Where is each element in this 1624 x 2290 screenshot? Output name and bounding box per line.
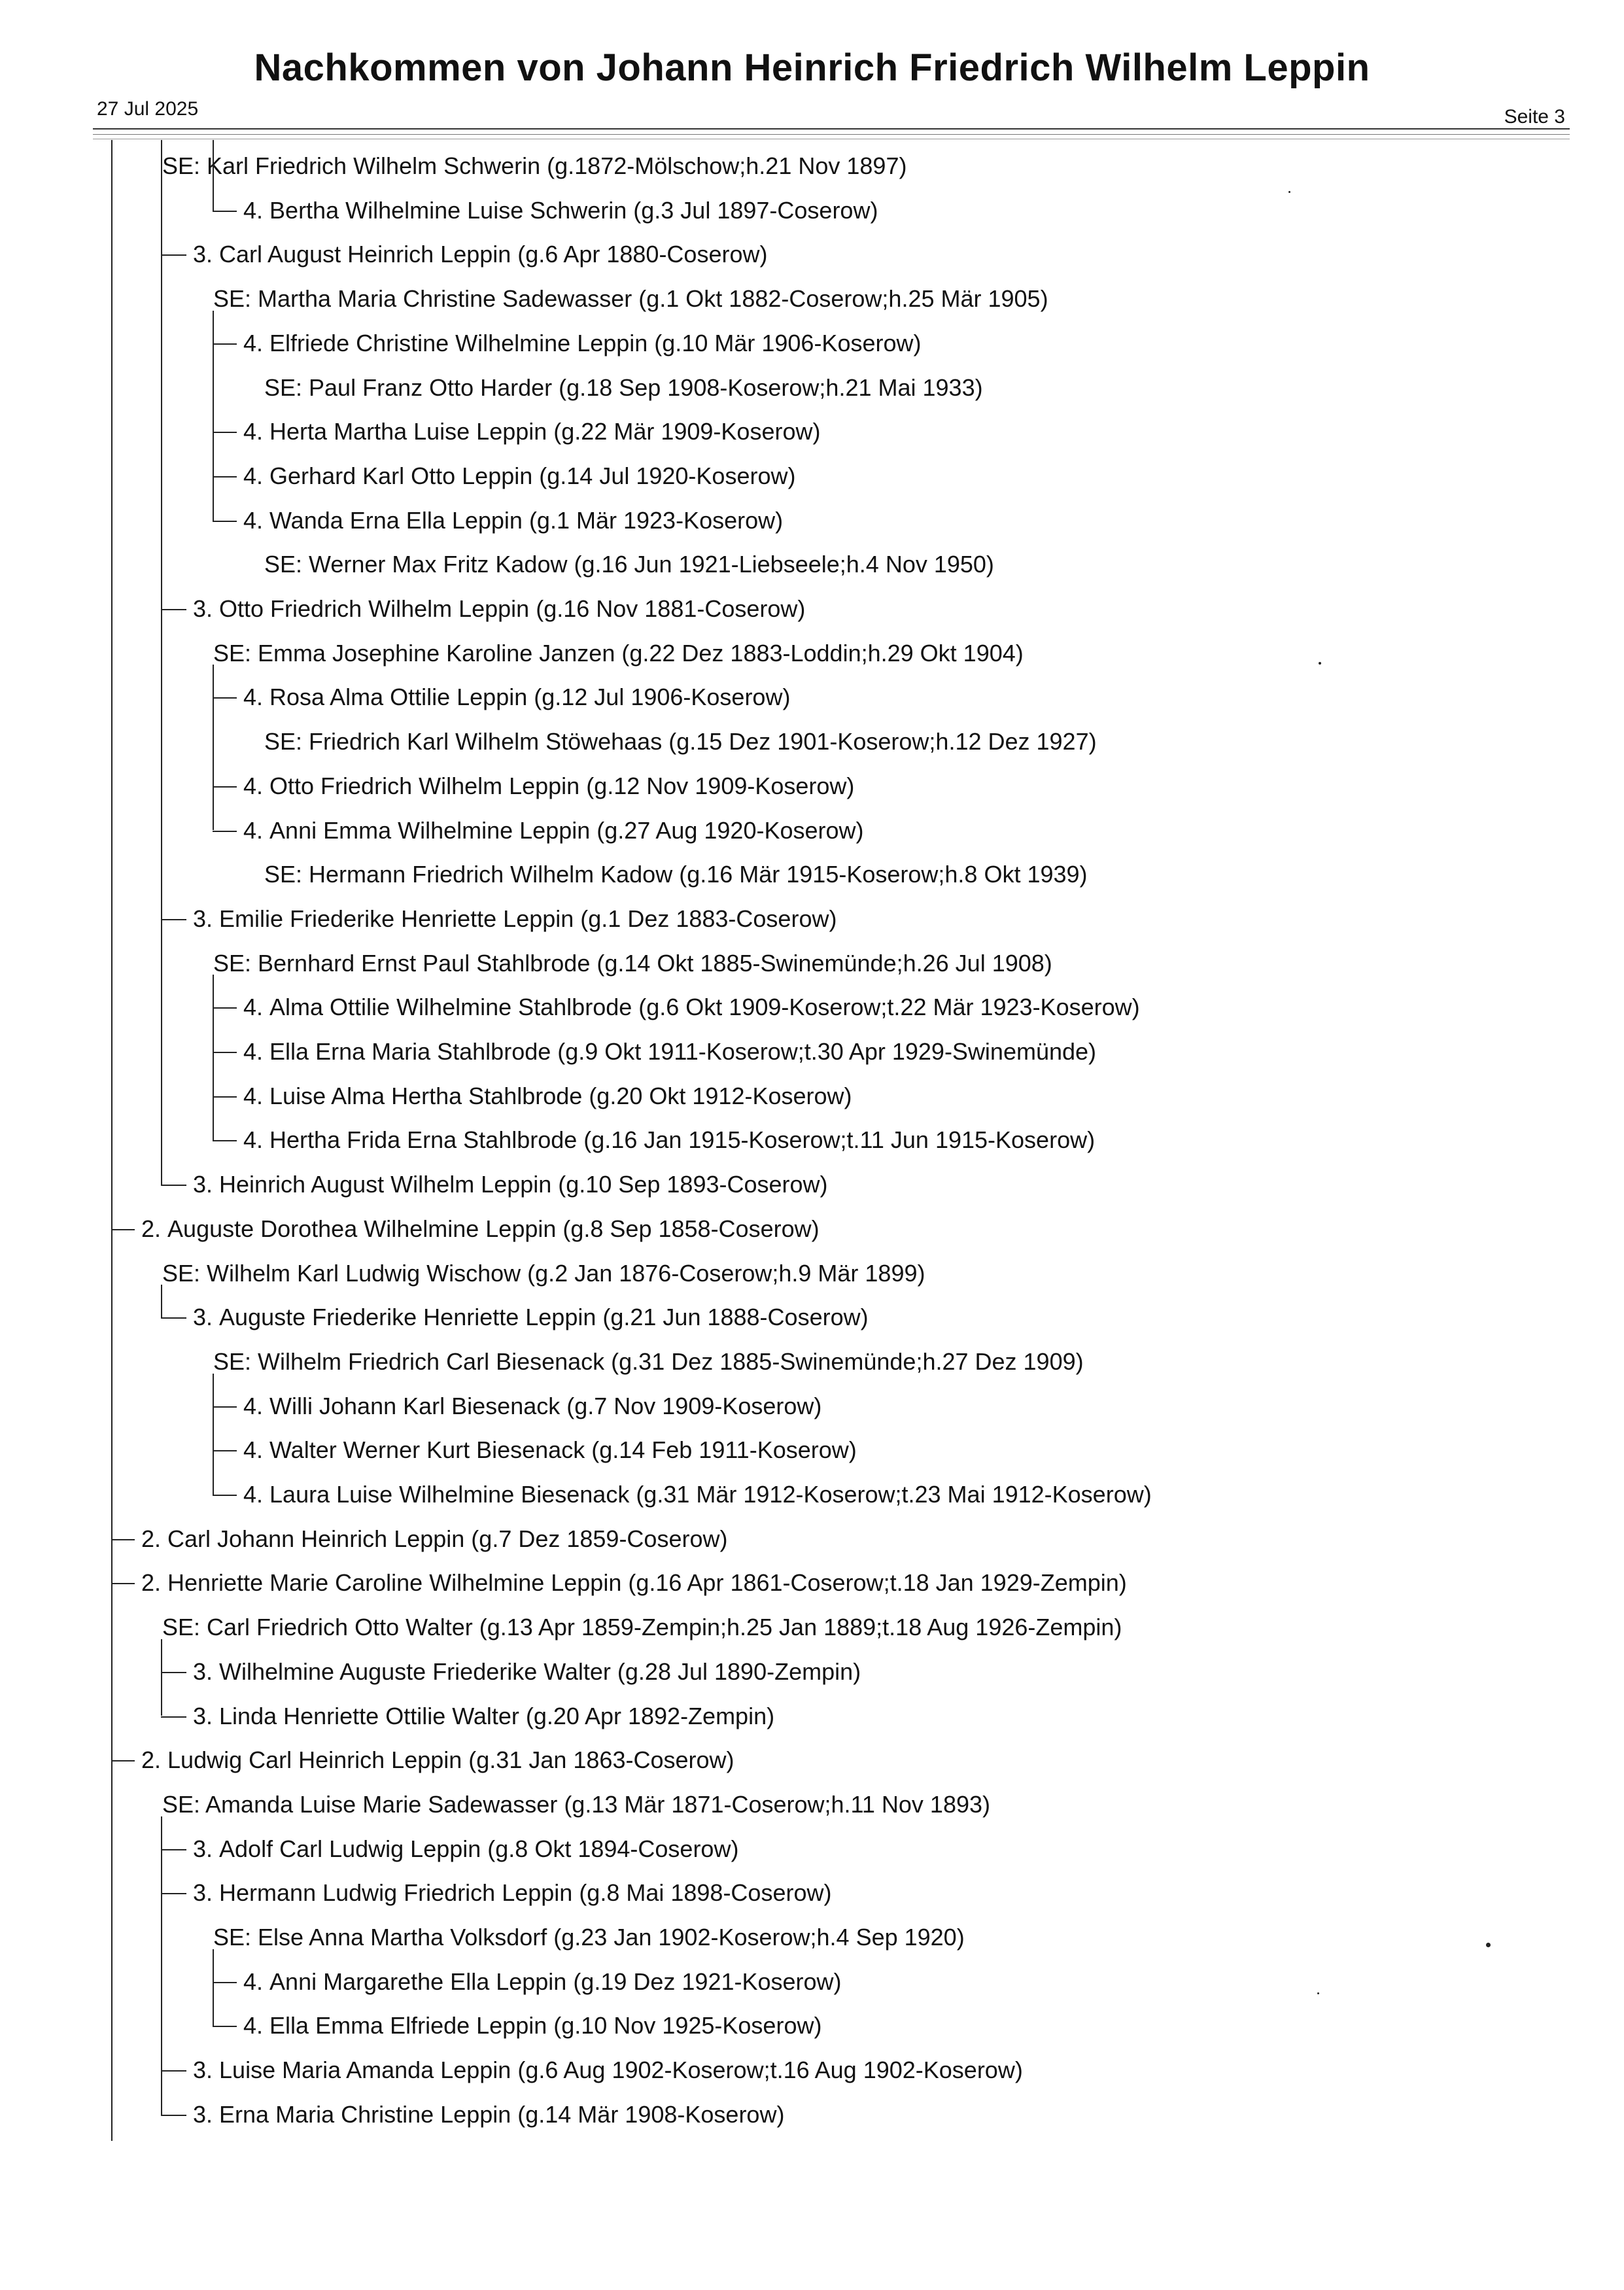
tree-connector bbox=[111, 1539, 135, 1540]
person-details: Willi Johann Karl Biesenack (g.7 Nov 1909-Koserow) bbox=[269, 1392, 822, 1419]
person-details: Bertha Wilhelmine Luise Schwerin (g.3 Jul 1897-Coserow) bbox=[269, 196, 878, 224]
tree-connector bbox=[161, 1893, 186, 1894]
descendant-entry bbox=[193, 1650, 861, 1694]
person-details: Hertha Frida Erna Stahlbrode (g.16 Jan 1915-Koserow;t.11 Jun 1915-Koserow) bbox=[269, 1126, 1096, 1154]
generation-number: 3. bbox=[193, 1171, 213, 1198]
spouse-entry: SE: Karl Friedrich Wilhelm Schwerin (g.1872-Mölschow;h.21 Nov 1897) bbox=[162, 152, 907, 179]
generation-number: 2. bbox=[141, 1215, 162, 1242]
tree-connector bbox=[213, 831, 237, 832]
tree-branch bbox=[161, 140, 162, 1185]
spouse-entry: SE: Emma Josephine Karoline Janzen (g.22 Dez 1883-Loddin;h.29 Okt 1904) bbox=[213, 639, 1024, 667]
descendant-entry bbox=[243, 1384, 821, 1429]
tree-connector bbox=[161, 1317, 186, 1319]
person-details: Rosa Alma Ottilie Leppin (g.12 Jul 1906-Koserow) bbox=[269, 684, 791, 711]
generation-number: 2. bbox=[141, 1569, 162, 1597]
generation-number: 3. bbox=[193, 1879, 213, 1907]
generation-number: 4. bbox=[243, 1968, 264, 1995]
tree-connector bbox=[161, 1716, 186, 1718]
descendant-entry bbox=[243, 188, 878, 233]
scan-speck bbox=[1486, 1943, 1491, 1947]
spouse-entry: SE: Wilhelm Friedrich Carl Biesenack (g.31 Dez 1885-Swinemünde;h.27 Dez 1909) bbox=[213, 1347, 1084, 1375]
generation-number: 4. bbox=[243, 196, 264, 224]
page-number: Seite 3 bbox=[1504, 106, 1565, 128]
tree-spine bbox=[111, 140, 112, 2141]
tree-connector bbox=[213, 521, 237, 522]
descendant-entry bbox=[193, 2092, 784, 2137]
person-details: Ella Erna Maria Stahlbrode (g.9 Okt 1911-Koserow;t.30 Apr 1929-Swinemünde) bbox=[269, 1038, 1097, 1065]
descendant-entry bbox=[243, 409, 820, 454]
tree-branch bbox=[213, 665, 214, 830]
descendant-entry bbox=[243, 808, 864, 853]
scan-speck bbox=[1288, 191, 1290, 193]
tree-connector bbox=[213, 343, 237, 345]
tree-connector bbox=[213, 1450, 237, 1451]
spouse-entry: SE: Else Anna Martha Volksdorf (g.23 Jan 1902-Koserow;h.4 Sep 1920) bbox=[213, 1924, 965, 1951]
person-details: Emilie Friederike Henriette Leppin (g.1 Dez 1883-Coserow) bbox=[219, 905, 837, 932]
person-details: Adolf Carl Ludwig Leppin (g.8 Okt 1894-Coserow) bbox=[219, 1835, 739, 1862]
tree-connector bbox=[213, 1140, 237, 1141]
tree-connector bbox=[213, 2026, 237, 2027]
descendant-entry bbox=[193, 1295, 869, 1340]
descendant-entry bbox=[243, 1074, 852, 1119]
person-details: Anni Margarethe Ella Leppin (g.19 Dez 1921-Koserow) bbox=[269, 1968, 842, 1995]
person-details: Carl Johann Heinrich Leppin (g.7 Dez 1859-Coserow) bbox=[167, 1525, 728, 1552]
tree-connector bbox=[111, 1760, 135, 1761]
person-details: Elfriede Christine Wilhelmine Leppin (g.10 Mär 1906-Koserow) bbox=[269, 329, 922, 356]
generation-number: 4. bbox=[243, 506, 264, 534]
tree-connector bbox=[213, 1096, 237, 1098]
tree-connector bbox=[111, 1229, 135, 1230]
tree-connector bbox=[213, 476, 237, 477]
person-details: Otto Friedrich Wilhelm Leppin (g.12 Nov 1909-Koserow) bbox=[269, 772, 855, 799]
person-details: Walter Werner Kurt Biesenack (g.14 Feb 1911-Koserow) bbox=[269, 1436, 857, 1464]
person-details: Henriette Marie Caroline Wilhelmine Leppin (g.16 Apr 1861-Coserow;t.18 Jan 1929-Zempin) bbox=[167, 1569, 1127, 1597]
generation-number: 3. bbox=[193, 1702, 213, 1729]
person-details: Anni Emma Wilhelmine Leppin (g.27 Aug 1920-Koserow) bbox=[269, 816, 864, 844]
spouse-entry: SE: Wilhelm Karl Ludwig Wischow (g.2 Jan 1876-Coserow;h.9 Mär 1899) bbox=[162, 1259, 925, 1287]
tree-connector bbox=[161, 254, 186, 256]
tree-connector bbox=[161, 1672, 186, 1673]
tree-connector bbox=[213, 1406, 237, 1408]
tree-connector bbox=[213, 786, 237, 788]
descendant-entry bbox=[193, 587, 805, 631]
descendant-entry bbox=[193, 1871, 831, 1915]
tree-branch bbox=[213, 1949, 214, 2026]
generation-number: 4. bbox=[243, 462, 264, 489]
tree-branch bbox=[213, 975, 214, 1140]
tree-branch bbox=[213, 140, 214, 211]
generation-number: 2. bbox=[141, 1746, 162, 1774]
person-details: Heinrich August Wilhelm Leppin (g.10 Sep 1893-Coserow) bbox=[219, 1171, 828, 1198]
person-details: Wilhelmine Auguste Friederike Walter (g.28 Jul 1890-Zempin) bbox=[219, 1657, 861, 1685]
person-details: Ludwig Carl Heinrich Leppin (g.31 Jan 1863-Coserow) bbox=[167, 1746, 734, 1774]
person-details: Alma Ottilie Wilhelmine Stahlbrode (g.6 Okt 1909-Koserow;t.22 Mär 1923-Koserow) bbox=[269, 994, 1140, 1021]
tree-branch bbox=[111, 1196, 112, 1760]
person-details: Carl August Heinrich Leppin (g.6 Apr 1880-Coserow) bbox=[219, 241, 768, 268]
generation-number: 3. bbox=[193, 1304, 213, 1331]
descendant-entry bbox=[243, 1030, 1096, 1074]
descendant-entry bbox=[243, 1472, 1152, 1517]
person-details: Herta Martha Luise Leppin (g.22 Mär 1909-Koserow) bbox=[269, 418, 821, 445]
tree-connector bbox=[161, 919, 186, 920]
descendant-entry bbox=[141, 1207, 820, 1251]
descendant-entry bbox=[243, 1428, 857, 1472]
tree-connector bbox=[161, 1849, 186, 1850]
spouse-entry: SE: Bernhard Ernst Paul Stahlbrode (g.14 Okt 1885-Swinemünde;h.26 Jul 1908) bbox=[213, 949, 1052, 977]
descendant-entry bbox=[193, 897, 837, 941]
generation-number: 4. bbox=[243, 1126, 264, 1154]
page-title: Nachkommen von Johann Heinrich Friedrich Wilhelm Leppin bbox=[254, 46, 1370, 89]
header-rule-thin bbox=[93, 134, 1570, 135]
descendant-entry bbox=[141, 1517, 727, 1561]
person-details: Wanda Erna Ella Leppin (g.1 Mär 1923-Koserow) bbox=[269, 506, 784, 534]
descendant-entry bbox=[243, 1118, 1095, 1162]
generation-number: 3. bbox=[193, 905, 213, 932]
tree-connector bbox=[213, 1982, 237, 1983]
generation-number: 2. bbox=[141, 1525, 162, 1552]
generation-number: 4. bbox=[243, 1392, 264, 1419]
spouse-entry: SE: Hermann Friedrich Wilhelm Kadow (g.16 Mär 1915-Koserow;h.8 Okt 1939) bbox=[264, 861, 1088, 888]
scan-speck bbox=[1317, 1992, 1319, 1994]
generation-number: 3. bbox=[193, 2056, 213, 2084]
descendant-entry bbox=[243, 2004, 821, 2048]
tree-connector bbox=[111, 1583, 135, 1584]
generation-number: 3. bbox=[193, 2100, 213, 2128]
person-details: Auguste Friederike Henriette Leppin (g.21 Jun 1888-Coserow) bbox=[219, 1304, 869, 1331]
descendant-entry bbox=[141, 1738, 734, 1782]
tree-branch bbox=[213, 311, 214, 521]
generation-number: 4. bbox=[243, 772, 264, 799]
person-details: Otto Friedrich Wilhelm Leppin (g.16 Nov 1881-Coserow) bbox=[219, 595, 806, 622]
tree-branch bbox=[161, 1285, 162, 1317]
tree-branch bbox=[161, 1639, 162, 1716]
generation-number: 4. bbox=[243, 816, 264, 844]
person-details: Ella Emma Elfriede Leppin (g.10 Nov 1925-Koserow) bbox=[269, 2012, 822, 2039]
spouse-entry: SE: Werner Max Fritz Kadow (g.16 Jun 1921-Liebseele;h.4 Nov 1950) bbox=[264, 551, 994, 578]
descendant-entry bbox=[193, 2048, 1023, 2092]
generation-number: 4. bbox=[243, 418, 264, 445]
generation-number: 4. bbox=[243, 1436, 264, 1464]
descendant-entry bbox=[243, 498, 783, 543]
tree-connector bbox=[213, 211, 237, 212]
person-details: Linda Henriette Ottilie Walter (g.20 Apr 1892-Zempin) bbox=[219, 1702, 775, 1729]
tree-connector bbox=[213, 697, 237, 699]
descendant-entry bbox=[243, 454, 795, 498]
person-details: Gerhard Karl Otto Leppin (g.14 Jul 1920-Koserow) bbox=[269, 462, 796, 489]
tree-connector bbox=[161, 2115, 186, 2116]
generation-number: 3. bbox=[193, 595, 213, 622]
descendant-entry bbox=[193, 1827, 738, 1871]
generation-number: 3. bbox=[193, 1657, 213, 1685]
generation-number: 4. bbox=[243, 684, 264, 711]
tree-connector bbox=[161, 1185, 186, 1186]
print-date: 27 Jul 2025 bbox=[97, 98, 199, 120]
person-details: Auguste Dorothea Wilhelmine Leppin (g.8 Sep 1858-Coserow) bbox=[167, 1215, 820, 1242]
descendant-entry bbox=[243, 985, 1140, 1030]
person-details: Hermann Ludwig Friedrich Leppin (g.8 Mai 1898-Coserow) bbox=[219, 1879, 832, 1907]
tree-connector bbox=[213, 1007, 237, 1009]
person-details: Laura Luise Wilhelmine Biesenack (g.31 Mär 1912-Koserow;t.23 Mai 1912-Koserow) bbox=[269, 1481, 1152, 1508]
generation-number: 4. bbox=[243, 1082, 264, 1109]
tree-connector bbox=[213, 432, 237, 433]
spouse-entry: SE: Friedrich Karl Wilhelm Stöwehaas (g.15 Dez 1901-Koserow;h.12 Dez 1927) bbox=[264, 728, 1097, 755]
generation-number: 4. bbox=[243, 994, 264, 1021]
spouse-entry: SE: Amanda Luise Marie Sadewasser (g.13 Mär 1871-Coserow;h.11 Nov 1893) bbox=[162, 1790, 990, 1818]
person-details: Luise Alma Hertha Stahlbrode (g.20 Okt 1912-Koserow) bbox=[269, 1082, 852, 1109]
spouse-entry: SE: Paul Franz Otto Harder (g.18 Sep 1908-Koserow;h.21 Mai 1933) bbox=[264, 373, 983, 401]
tree-connector bbox=[213, 1495, 237, 1496]
generation-number: 4. bbox=[243, 329, 264, 356]
scan-speck bbox=[1319, 662, 1321, 665]
generation-number: 3. bbox=[193, 241, 213, 268]
descendant-entry bbox=[193, 1694, 774, 1739]
header-rule bbox=[93, 128, 1570, 130]
tree-connector bbox=[161, 609, 186, 610]
descendant-entry bbox=[243, 1960, 842, 2004]
tree-branch bbox=[161, 1816, 162, 2115]
descendant-entry bbox=[243, 764, 854, 808]
descendant-entry bbox=[193, 1162, 828, 1207]
generation-number: 3. bbox=[193, 1835, 213, 1862]
generation-number: 4. bbox=[243, 1481, 264, 1508]
spouse-entry: SE: Carl Friedrich Otto Walter (g.13 Apr 1859-Zempin;h.25 Jan 1889;t.18 Aug 1926-Zempin) bbox=[162, 1614, 1122, 1641]
spouse-entry: SE: Martha Maria Christine Sadewasser (g.1 Okt 1882-Coserow;h.25 Mär 1905) bbox=[213, 285, 1048, 313]
descendant-entry bbox=[193, 232, 767, 277]
descendant-entry bbox=[141, 1561, 1127, 1605]
person-details: Erna Maria Christine Leppin (g.14 Mär 1908-Koserow) bbox=[219, 2100, 785, 2128]
person-details: Luise Maria Amanda Leppin (g.6 Aug 1902-Koserow;t.16 Aug 1902-Koserow) bbox=[219, 2056, 1023, 2084]
descendant-entry bbox=[243, 675, 790, 720]
generation-number: 4. bbox=[243, 1038, 264, 1065]
tree-connector bbox=[213, 1052, 237, 1053]
generation-number: 4. bbox=[243, 2012, 264, 2039]
tree-connector bbox=[161, 2070, 186, 2072]
tree-branch bbox=[213, 1374, 214, 1495]
descendant-entry bbox=[243, 321, 921, 366]
